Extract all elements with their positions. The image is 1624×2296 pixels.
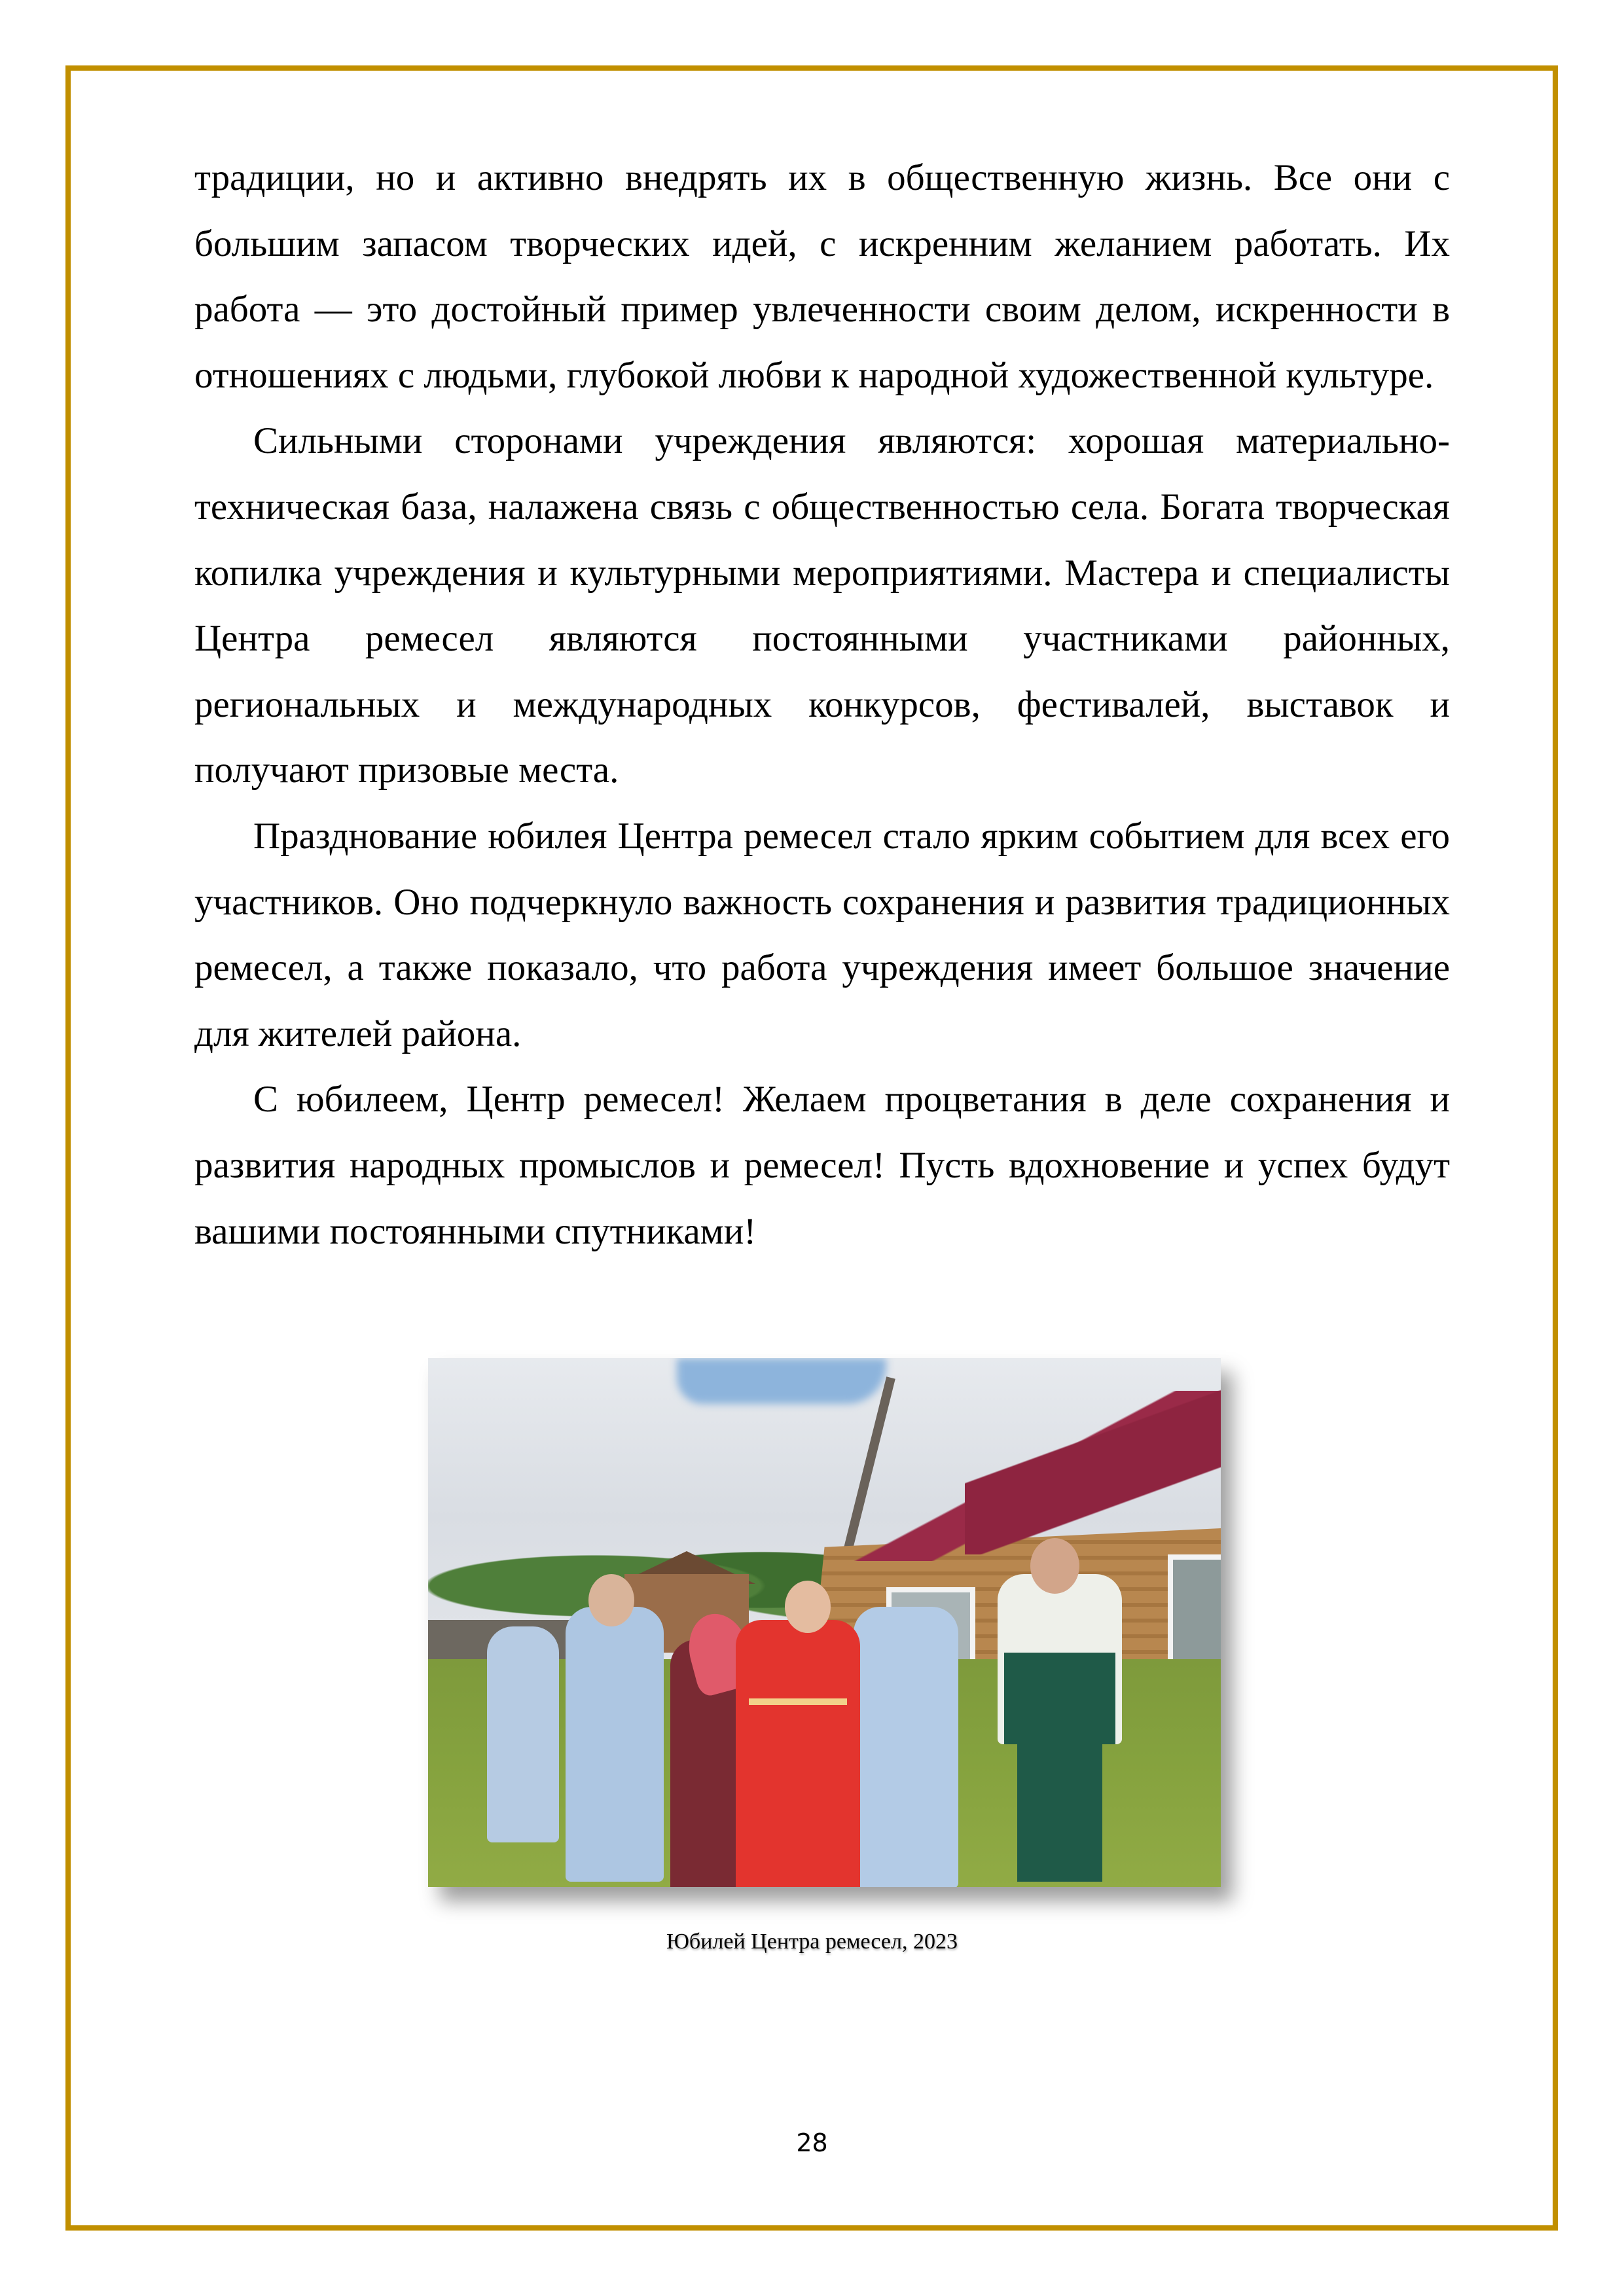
paragraph-2: Сильными сторонами учреждения являются: хорошая материально-техническая база, налажена связь с общественностью села. Богата творческая копилка учреждения и культурными мероприятиями. Мастера и специалисты Центра ремесел являются постоянными участниками районных, региональных и международных конкурсов, фестивалей, выставок и получают призовые места. (194, 420, 1450, 791)
photo-person-red-sarafan (736, 1620, 860, 1887)
photo-person-head (1030, 1538, 1079, 1594)
photo-person-blue-dress (566, 1607, 664, 1882)
paragraph-4: С юбилеем, Центр ремесел! Желаем процветания в деле сохранения и развития народных промыслов и ремесел! Пусть вдохновение и успех будут вашими постоянными спутниками! (194, 1079, 1450, 1252)
photo-green-jacket-band (1004, 1653, 1115, 1744)
paragraph-1: традиции, но и активно внедрять их в общественную жизнь. Все они с большим запасом творческих идей, с искренним желанием работать. Их работа — это достойный пример увлеченности своим делом, искренности в отношениях с людьми, глубокой любви к народной художественной культуре. (194, 157, 1450, 396)
page-number: 28 (796, 2128, 828, 2157)
paragraph-3: Празднование юбилея Центра ремесел стало ярким событием для всех его участников. Оно подчеркнуло важность сохранения и развития традиционных ремесел, а также показало, что работа учреждения имеет большое значение для жителей района. (194, 815, 1450, 1054)
photo-person-blue-dress (487, 1626, 559, 1842)
photo-person-head (785, 1581, 831, 1633)
photo-person-blue-dress (854, 1607, 958, 1887)
photo-green-trousers (1017, 1744, 1102, 1882)
photo-caption: Юбилей Центра ремесел, 2023 (666, 1929, 958, 1954)
photo-red-roof-upper (965, 1358, 1221, 1554)
jubilee-photo (428, 1358, 1221, 1887)
photo-person-head (588, 1574, 634, 1626)
photo-sarafan-trim (749, 1698, 847, 1705)
body-text (194, 145, 1450, 1265)
